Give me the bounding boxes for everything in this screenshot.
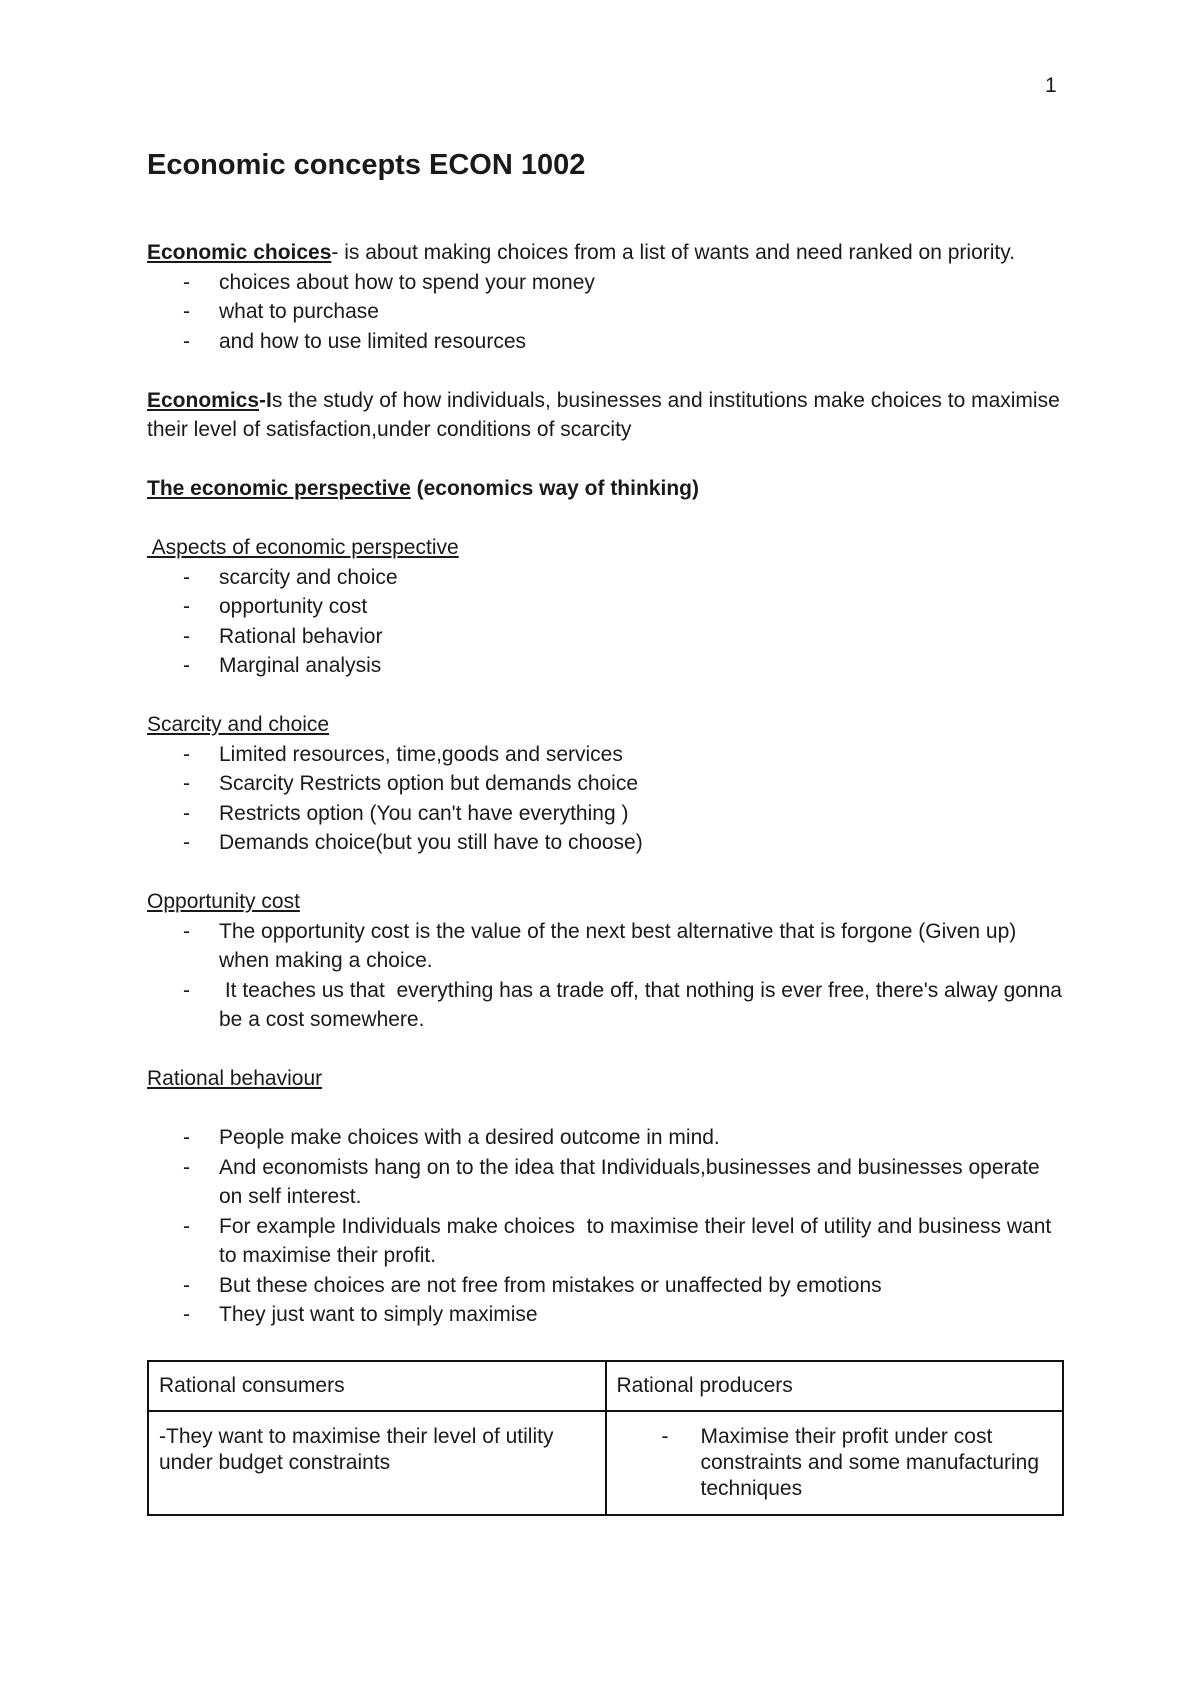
opportunity-cost-heading-text: Opportunity cost	[147, 890, 300, 913]
economics-definition	[147, 386, 1067, 445]
list-item: - and how to use limited resources	[147, 327, 1067, 357]
rational-behaviour-heading-text: Rational behaviour	[147, 1067, 323, 1090]
list-item: - choices about how to spend your money	[147, 268, 1067, 298]
scarcity-list	[147, 740, 1067, 858]
table-header-row	[148, 1361, 1063, 1411]
table-row	[148, 1411, 1063, 1515]
list-item: - Restricts option (You can't have everything )	[147, 799, 1067, 829]
table-header-consumers: Rational consumers	[148, 1361, 606, 1411]
spacer	[147, 681, 1067, 711]
spacer	[147, 356, 1067, 386]
list-item: - scarcity and choice	[147, 563, 1067, 593]
rational-table	[147, 1360, 1064, 1516]
economics-text: s the study of how individuals, businesses and institutions make choices to maximise their level of satisfaction,under conditions of scarcity	[147, 388, 1060, 441]
economic-perspective-heading-underlined: The economic perspective	[147, 477, 411, 500]
spacer	[147, 184, 1067, 238]
spacer	[147, 858, 1067, 888]
document-body	[147, 146, 1067, 1516]
list-item: - Limited resources, time,goods and services	[147, 740, 1067, 770]
aspects-list	[147, 563, 1067, 681]
spacer	[147, 1094, 1067, 1124]
table-header-producers: Rational producers	[606, 1361, 1064, 1411]
list-item: - Demands choice(but you still have to choose)	[147, 828, 1067, 858]
economics-dash: -I	[259, 388, 272, 412]
table-cell-consumers: -They want to maximise their level of utility under budget constraints	[148, 1411, 606, 1515]
opportunity-cost-list	[147, 917, 1067, 1035]
opportunity-cost-heading	[147, 887, 1067, 917]
producers-text: - Maximise their profit under cost constraints and some manufacturing techniques	[617, 1424, 1053, 1502]
scarcity-heading-text: Scarcity and choice	[147, 713, 330, 736]
aspects-heading	[147, 533, 1067, 563]
economic-perspective-heading-rest: (economics way of thinking)	[410, 477, 699, 500]
aspects-heading-text: Aspects of economic perspective	[147, 536, 459, 559]
rational-behaviour-heading	[147, 1064, 1067, 1094]
list-item: - People make choices with a desired outcome in mind.	[147, 1123, 1067, 1153]
table-cell-producers	[606, 1411, 1064, 1515]
economic-choices-term: Economic choices	[147, 241, 332, 264]
economic-perspective-heading	[147, 474, 1067, 504]
economic-choices-definition	[147, 238, 1067, 268]
economics-term: Economics	[147, 388, 260, 412]
list-item: - And economists hang on to the idea that Individuals,businesses and businesses operate on self interest.	[147, 1153, 1067, 1212]
list-item: - For example Individuals make choices to maximise their level of utility and business want to maximise their profit.	[147, 1212, 1067, 1271]
list-item: - Scarcity Restricts option but demands choice	[147, 769, 1067, 799]
list-item: - But these choices are not free from mistakes or unaffected by emotions	[147, 1271, 1067, 1301]
list-item: - Rational behavior	[147, 622, 1067, 652]
scarcity-heading	[147, 710, 1067, 740]
page-number: 1	[1045, 74, 1057, 97]
list-item: - opportunity cost	[147, 592, 1067, 622]
list-item: - Marginal analysis	[147, 651, 1067, 681]
rational-behaviour-list	[147, 1123, 1067, 1330]
economic-choices-text: - is about making choices from a list of wants and need ranked on priority.	[331, 241, 1016, 264]
list-item: - what to purchase	[147, 297, 1067, 327]
document-title: Economic concepts ECON 1002	[147, 149, 586, 181]
spacer	[147, 445, 1067, 475]
list-item: - It teaches us that everything has a trade off, that nothing is ever free, there's alway gonna be a cost somewhere.	[147, 976, 1067, 1035]
spacer	[147, 504, 1067, 534]
list-item: - They just want to simply maximise	[147, 1300, 1067, 1330]
spacer	[147, 1035, 1067, 1065]
economic-choices-list	[147, 268, 1067, 357]
list-item: - The opportunity cost is the value of the next best alternative that is forgone (Given up) when making a choice.	[147, 917, 1067, 976]
